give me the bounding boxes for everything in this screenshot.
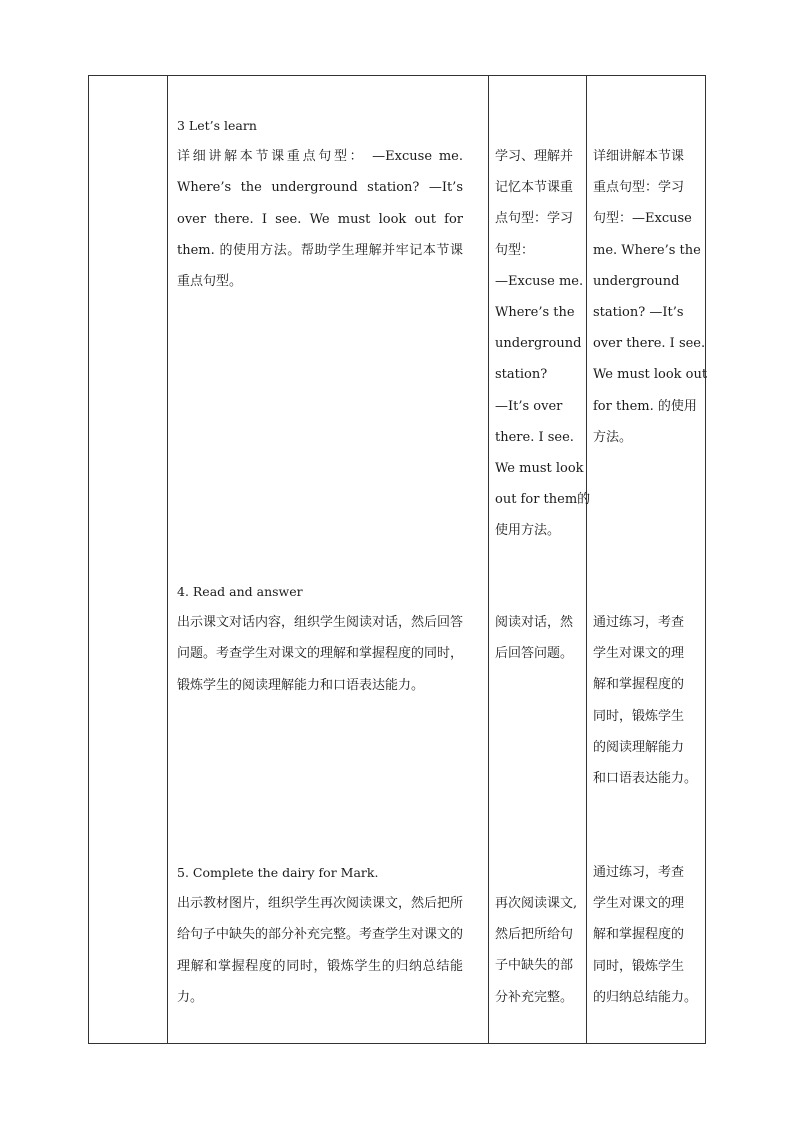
student-activity-cell	[489, 76, 591, 1044]
complete-dairy-teacher-block	[177, 857, 463, 1013]
read-answer-heading: 4. Read and answer	[177, 584, 303, 599]
lets-learn-heading: 3 Let’s learn	[177, 118, 257, 133]
complete-dairy-purpose-block: 通过练习，考查 学生对课文的理 解和掌握程度的 同时，锻炼学生 的归纳总结能力。	[593, 865, 698, 1005]
read-answer-purpose-block: 通过练习，考查 学生对课文的理 解和掌握程度的 同时，锻炼学生 的阅读理解能力 和口语表达能力。	[593, 615, 698, 787]
design-purpose-cell	[587, 76, 706, 1044]
lets-learn-teacher-text: 详细讲解本节课重点句型： —Excuse me. Where’s the underground station? —It’s over there. I see. We must look out for them. 的使用方法。帮助学生理解并牢记本节课重点句型。	[177, 149, 463, 290]
table-row	[89, 76, 706, 1044]
lets-learn-teacher-block	[177, 110, 463, 297]
complete-dairy-teacher-text: 出示教材图片，组织学生再次阅读课文，然后把所给句子中缺失的部分补充完整。考查学生对课文的理解和掌握程度的同时，锻炼学生的归纳总结能力。	[177, 896, 464, 1005]
read-answer-student-block: 阅读对话，然 后回答问题。	[495, 615, 574, 662]
read-answer-teacher-text: 出示课文对话内容，组织学生阅读对话，然后回答问题。考查学生对课文的理解和掌握程度的同时，锻炼学生的阅读理解能力和口语表达能力。	[177, 615, 464, 693]
lets-learn-student-block: 学习、理解并 记忆本节课重 点句型：学习 句型： —Excuse me. Where’s the underground station? —It’s over there. I see. We must look out for them的 使用方法。	[495, 149, 591, 539]
complete-dairy-student-block: 再次阅读课文, 然后把所给句 子中缺失的部 分补充完整。	[495, 896, 578, 1005]
stage-column-cell	[89, 76, 168, 1044]
lets-learn-purpose-block: 详细讲解本节课 重点句型：学习 句型：—Excuse me. Where’s the underground station? —It’s over there. I see. We must look out for them. 的使用 方法。	[593, 149, 708, 445]
read-answer-teacher-block	[177, 576, 463, 701]
complete-dairy-heading: 5. Complete the dairy for Mark.	[177, 865, 379, 880]
teacher-activity-cell	[168, 76, 489, 1044]
lesson-plan-table	[88, 75, 706, 1044]
